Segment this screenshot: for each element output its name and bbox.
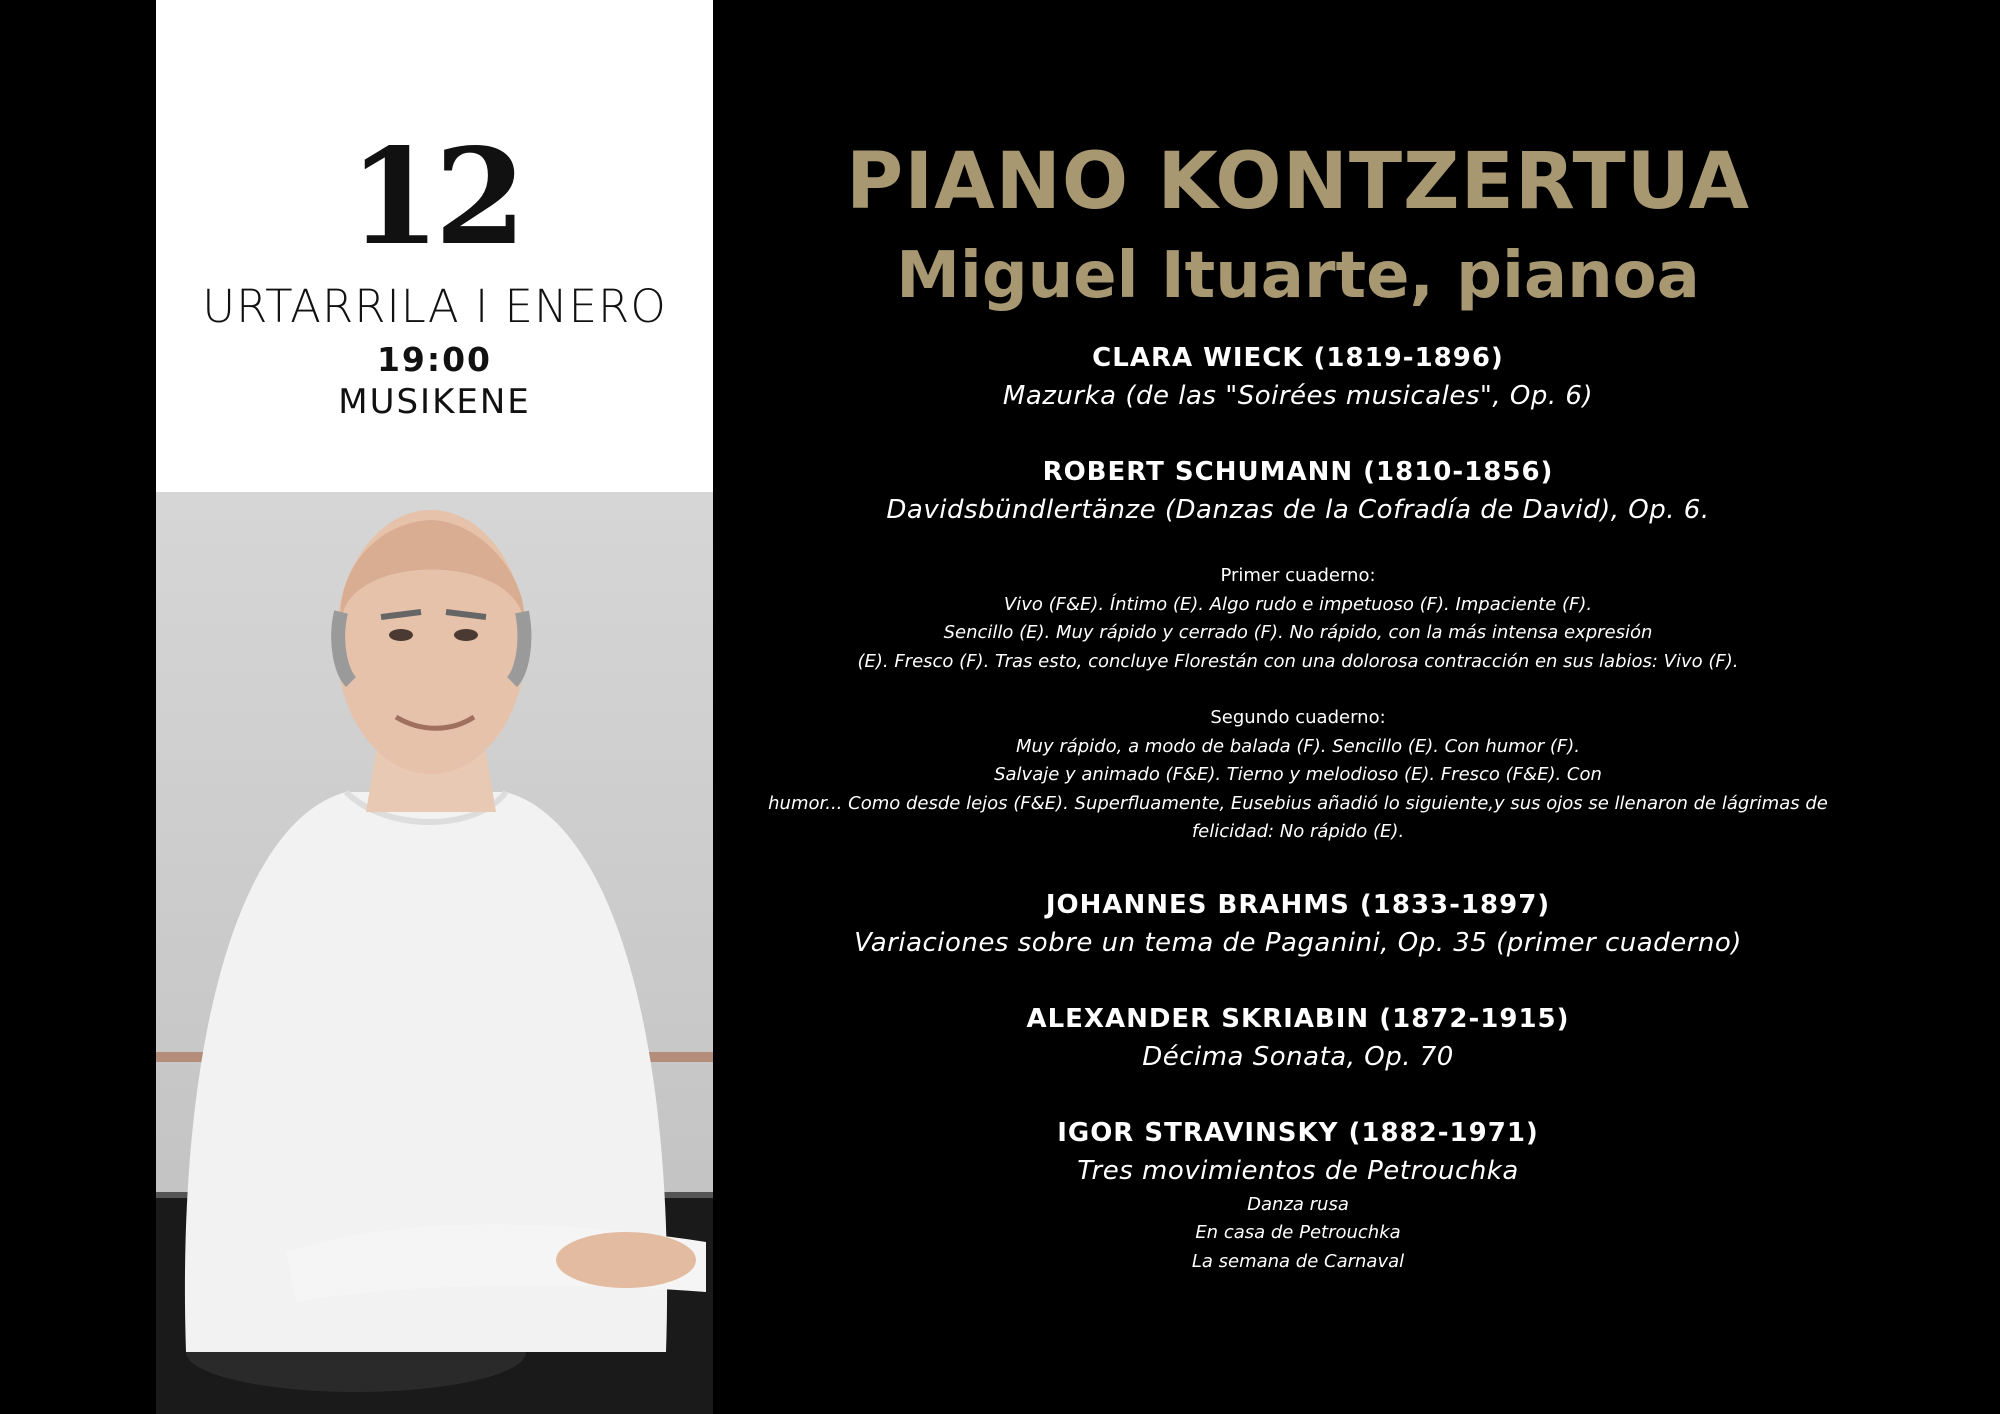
composer-skriabin: ALEXANDER SKRIABIN (1872-1915) xyxy=(1026,1003,1570,1034)
book2-line: felicidad: No rápido (E). xyxy=(1191,821,1405,842)
work-skriabin: Décima Sonata, Op. 70 xyxy=(1142,1041,1454,1072)
program-list xyxy=(728,340,1868,1276)
event-venue: MUSIKENE xyxy=(338,382,531,422)
date-panel xyxy=(156,0,713,492)
book1-title: Primer cuaderno: xyxy=(1220,565,1376,586)
work-stravinsky: Tres movimientos de Petrouchka xyxy=(1077,1155,1519,1186)
work-wieck: Mazurka (de las "Soirées musicales", Op. 6) xyxy=(1002,381,1594,411)
book1-line: Sencillo (E). Muy rápido y cerrado (F). No rápido, con la más intensa expresión xyxy=(943,622,1653,643)
book2-line: Salvaje y animado (F&E). Tierno y melodioso (E). Fresco (F&E). Con xyxy=(994,764,1602,785)
performer-name: Miguel Ituarte, pianoa xyxy=(896,239,1700,313)
composer-stravinsky: IGOR STRAVINSKY (1882-1971) xyxy=(1057,1117,1539,1148)
composer-brahms: JOHANNES BRAHMS (1833-1897) xyxy=(1045,889,1551,920)
work-brahms: Variaciones sobre un tema de Paganini, Op. 35 (primer cuaderno) xyxy=(854,927,1742,958)
movement: En casa de Petrouchka xyxy=(1195,1222,1401,1243)
pianist-photo xyxy=(156,492,713,1414)
book2-line: humor... Como desde lejos (F&E). Superfluamente, Eusebius añadió lo siguiente,y sus ojos se llenaron de lágrimas de xyxy=(768,792,1828,814)
movement: Danza rusa xyxy=(1247,1193,1349,1215)
work-schumann: Davidsbündlertänze (Danzas de la Cofradía de David), Op. 6. xyxy=(886,495,1710,525)
book2-line: Muy rápido, a modo de balada (F). Sencillo (E). Con humor (F). xyxy=(1016,735,1580,757)
composer-wieck: CLARA WIECK (1819-1896) xyxy=(1092,343,1504,373)
program-panel xyxy=(728,0,1868,1414)
movement: La semana de Carnaval xyxy=(1191,1250,1405,1272)
event-day: 12 xyxy=(348,120,521,275)
concert-title: PIANO KONTZERTUA xyxy=(846,137,1750,227)
pianist-portrait-illustration xyxy=(156,492,713,1414)
event-month: URTARRILA I ENERO xyxy=(202,280,667,333)
book2-title: Segundo cuaderno: xyxy=(1210,707,1386,728)
event-time: 19:00 xyxy=(376,340,493,379)
book1-line: Vivo (F&E). Íntimo (E). Algo rudo e impetuoso (F). Impaciente (F). xyxy=(1003,593,1593,615)
book1-line: (E). Fresco (F). Tras esto, concluye Florestán con una dolorosa contracción en sus labios: Vivo (F). xyxy=(857,650,1739,672)
composer-schumann: ROBERT SCHUMANN (1810-1856) xyxy=(1042,457,1554,487)
